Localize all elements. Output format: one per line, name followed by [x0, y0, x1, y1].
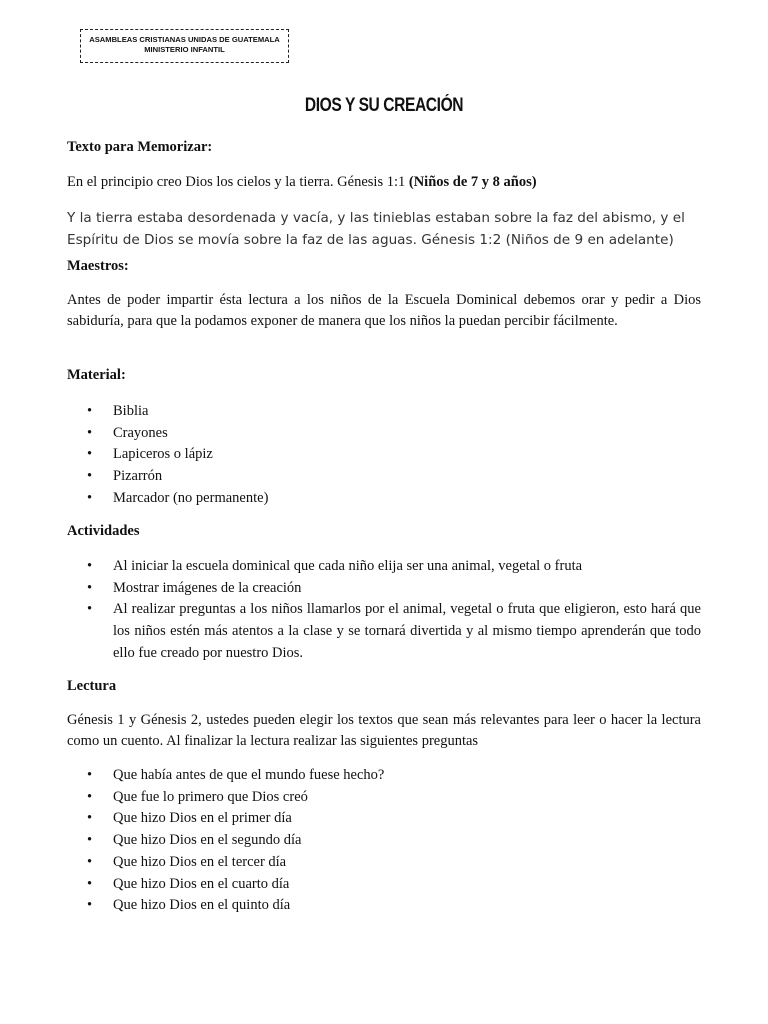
- bullet-icon: •: [87, 558, 93, 574]
- teachers-paragraph: Antes de poder impartir ésta lectura a los niños de la Escuela Dominical debemos orar y pedir a Dios sabiduría, para que la podamos exponer de manera que los niños la puedan percibir fácilmente.: [67, 292, 701, 329]
- activities-list: [67, 556, 701, 665]
- memory-verse-1-text: En el principio creo Dios los cielos y la tierra. Génesis 1:1: [67, 174, 409, 190]
- list-item: • Que había antes de que el mundo fuese hecho?: [67, 765, 701, 787]
- list-item: • Que hizo Dios en el cuarto día: [67, 874, 701, 896]
- list-item: • Mostrar imágenes de la creación: [67, 578, 701, 600]
- list-item: • Que hizo Dios en el segundo día: [67, 830, 701, 852]
- bullet-icon: •: [87, 446, 93, 463]
- teachers-heading: Maestros:: [67, 258, 129, 274]
- reading-paragraph: Génesis 1 y Génesis 2, ustedes pueden elegir los textos que sean más relevantes para leer o hacer la lectura como un cuento. Al finalizar la lectura realizar las siguientes preguntas: [67, 712, 701, 749]
- bullet-icon: •: [87, 601, 93, 618]
- bullet-icon: •: [87, 579, 93, 596]
- bullet-icon: •: [87, 403, 93, 419]
- bullet-icon: •: [87, 832, 93, 849]
- bullet-icon: •: [87, 810, 93, 827]
- list-item: • Pizarrón: [67, 466, 701, 488]
- material-list: [67, 401, 701, 510]
- list-item: • Al realizar preguntas a los niños llamarlos por el animal, vegetal o fruta que eligieron, esto hará que los niños estén más atentos a la clase y se tornará divertida y al mismo tiempo aprenderán que todo ello fue creado por nuestro Dios.: [87, 601, 701, 661]
- list-item: • Que hizo Dios en el tercer día: [67, 852, 701, 874]
- list-item: • Lapiceros o lápiz: [67, 444, 701, 466]
- bullet-icon: •: [87, 875, 93, 892]
- memory-verse-2: Y la tierra estaba desordenada y vacía, y las tinieblas estaban sobre la faz del abismo, y el Espíritu de Dios se movía sobre la faz de las aguas. Génesis 1:2 (Niños de 9 en adelante): [67, 210, 685, 248]
- bullet-icon: •: [87, 853, 93, 870]
- memory-verse-1-age: (Niños de 7 y 8 años): [408, 174, 537, 190]
- activities-heading: Actividades: [67, 523, 140, 539]
- bullet-icon: •: [87, 489, 93, 506]
- list-item: • Que hizo Dios en el primer día: [67, 808, 701, 830]
- list-item: • Biblia: [67, 401, 701, 423]
- organization-name: ASAMBLEAS CRISTIANAS UNIDAS DE GUATEMALA: [89, 35, 280, 44]
- memorize-heading: Texto para Memorizar:: [67, 139, 213, 155]
- ministry-name: MINISTERIO INFANTIL: [144, 45, 225, 54]
- bullet-icon: •: [87, 468, 93, 485]
- list-item: • Que hizo Dios en el quinto día: [67, 895, 701, 917]
- bullet-icon: •: [87, 788, 93, 805]
- memory-verse-1: [67, 174, 537, 191]
- list-item: • Al iniciar la escuela dominical que cada niño elija ser una animal, vegetal o fruta: [67, 556, 701, 578]
- page-title: DIOS Y SU CREACIÓN: [304, 95, 464, 116]
- list-item: • Crayones: [67, 423, 701, 445]
- bullet-icon: •: [87, 424, 93, 441]
- list-item: • Marcador (no permanente): [67, 488, 701, 510]
- bullet-icon: •: [87, 767, 93, 783]
- bullet-icon: •: [87, 897, 93, 914]
- questions-list: [67, 765, 701, 917]
- list-item: • Que fue lo primero que Dios creó: [67, 787, 701, 809]
- material-heading: Material:: [67, 367, 126, 383]
- organization-header-box: [80, 29, 289, 63]
- reading-heading: Lectura: [67, 678, 117, 694]
